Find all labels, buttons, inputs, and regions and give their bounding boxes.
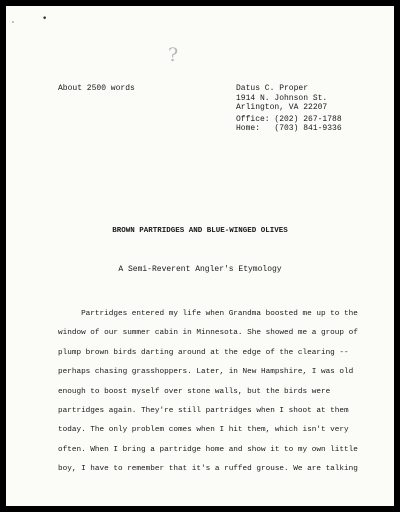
body-line: often. When I bring a partridge home and show it to my own little (58, 445, 358, 454)
author-city: Arlington, VA 22207 (236, 103, 328, 112)
body-line: enough to boost myself over stone walls, but the birds were (58, 387, 331, 396)
margin-dot-mark: • (42, 14, 48, 24)
word-count: About 2500 words (58, 84, 135, 93)
document-page (6, 6, 394, 506)
pencil-question-mark: ? (168, 44, 179, 66)
article-body (58, 311, 358, 486)
author-street: 1914 N. Johnson St. (236, 94, 328, 103)
body-line: Partridges entered my life when Grandma boosted me up to the (58, 310, 358, 318)
body-line: perhaps chasing grasshoppers. Later, in New Hampshire, I was old (58, 368, 354, 377)
body-line: partridges again. They're still partridges when I shoot at them (58, 406, 349, 415)
article-subtitle: A Semi-Reverent Angler's Etymology (118, 265, 282, 274)
body-line: boy, I have to remember that it's a ruffed grouse. We are talking (58, 465, 358, 474)
article-title: BROWN PARTRIDGES AND BLUE-WINGED OLIVES (112, 227, 288, 235)
office-phone: Office: (202) 267-1788 (236, 115, 342, 124)
body-line: today. The only problem comes when I hit them, which isn't very (58, 426, 349, 435)
margin-tick-mark: ' (12, 20, 14, 28)
home-phone: Home: (703) 841-9336 (236, 124, 342, 133)
body-line: window of our summer cabin in Minnesota. She showed me a group of (58, 329, 358, 338)
author-name: Datus C. Proper (236, 84, 309, 93)
body-line: plump brown birds darting around at the edge of the clearing -- (58, 348, 349, 357)
